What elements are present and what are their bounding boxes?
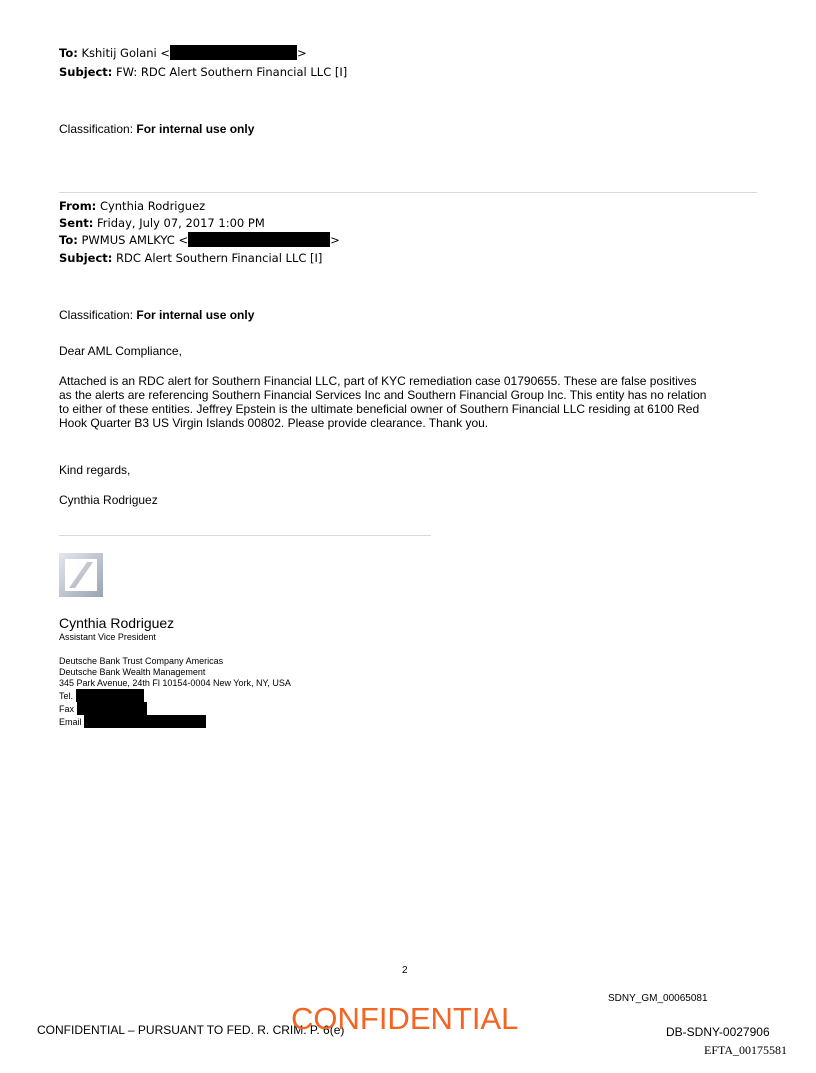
page-number: 2 xyxy=(402,965,408,976)
bates-sdny-gm: SDNY_GM_00065081 xyxy=(608,993,708,1004)
original-to-line xyxy=(59,232,340,248)
redaction-box xyxy=(77,702,147,715)
from-value: Cynthia Rodriguez xyxy=(99,199,206,213)
bates-db: DB-SDNY-0027906 xyxy=(666,1025,770,1039)
email-label: Email xyxy=(59,717,82,727)
signature-details xyxy=(59,656,291,728)
classification-label: Classification: xyxy=(59,308,134,322)
fax-line xyxy=(59,702,291,715)
paragraph-line: Attached is an RDC alert for Southern Financial LLC, part of KYC remediation case 01790655. These are false positives xyxy=(59,374,697,388)
bates-efta: EFTA_00175581 xyxy=(704,1043,788,1057)
greeting: Dear AML Compliance, xyxy=(59,344,182,358)
closing: Kind regards, xyxy=(59,463,131,477)
to-close: > xyxy=(297,46,307,60)
subject-label: Subject: xyxy=(59,251,113,265)
tel-label: Tel. xyxy=(59,691,74,701)
tel-line xyxy=(59,689,291,702)
redaction-box xyxy=(76,689,144,702)
redaction-box xyxy=(188,232,330,247)
classification-top xyxy=(59,122,254,136)
redaction-box xyxy=(170,45,297,60)
to-label: To: xyxy=(59,46,78,60)
address-line: 345 Park Avenue, 24th Fl 10154-0004 New York, NY, USA xyxy=(59,678,291,688)
sent-value: Friday, July 07, 2017 1:00 PM xyxy=(97,216,265,230)
deutsche-bank-logo-icon xyxy=(59,553,103,597)
to-value: PWMUS AMLKYC < xyxy=(81,233,189,247)
message-paragraph xyxy=(59,374,769,430)
confidential-note: CONFIDENTIAL – PURSUANT TO FED. R. CRIM. P. 6(e) xyxy=(37,1023,345,1037)
sent-label: Sent: xyxy=(59,216,94,230)
classification-value: For internal use only xyxy=(136,308,255,322)
signoff-name: Cynthia Rodriguez xyxy=(59,493,158,507)
classification-value: For internal use only xyxy=(136,122,255,136)
redaction-box xyxy=(84,715,206,728)
paragraph-line: as the alerts are referencing Southern Financial Services Inc and Southern Financial Group Inc. This entity has no relation xyxy=(59,388,707,402)
subject-value: FW: RDC Alert Southern Financial LLC [I] xyxy=(116,65,348,79)
classification-label: Classification: xyxy=(59,122,134,136)
signature-name: Cynthia Rodriguez xyxy=(59,615,175,631)
paragraph-line: to either of these entities. Jeffrey Epstein is the ultimate beneficial owner of Southern Financial LLC residing at 6100 Red xyxy=(59,402,700,416)
paragraph-line: Hook Quarter B3 US Virgin Islands 00802. Please provide clearance. Thank you. xyxy=(59,416,489,430)
to-value: Kshitij Golani < xyxy=(81,46,171,60)
classification-body xyxy=(59,308,254,322)
email-line xyxy=(59,715,291,728)
subject-label: Subject: xyxy=(59,65,113,79)
company-line: Deutsche Bank Wealth Management xyxy=(59,667,206,677)
from-label: From: xyxy=(59,199,97,213)
original-subject-line xyxy=(59,250,322,266)
from-line xyxy=(59,198,205,214)
company-line: Deutsche Bank Trust Company Americas xyxy=(59,656,224,666)
to-close: > xyxy=(330,233,340,247)
signature-divider xyxy=(59,535,431,536)
confidential-stamp: CONFIDENTIAL xyxy=(291,1001,519,1036)
sent-line xyxy=(59,215,265,231)
forward-subject-line xyxy=(59,64,347,80)
signature-title: Assistant Vice President xyxy=(59,632,156,642)
fax-label: Fax xyxy=(59,704,75,714)
to-label: To: xyxy=(59,233,78,247)
subject-value: RDC Alert Southern Financial LLC [I] xyxy=(116,251,323,265)
header-divider xyxy=(59,192,757,193)
forward-to-line xyxy=(59,45,307,61)
